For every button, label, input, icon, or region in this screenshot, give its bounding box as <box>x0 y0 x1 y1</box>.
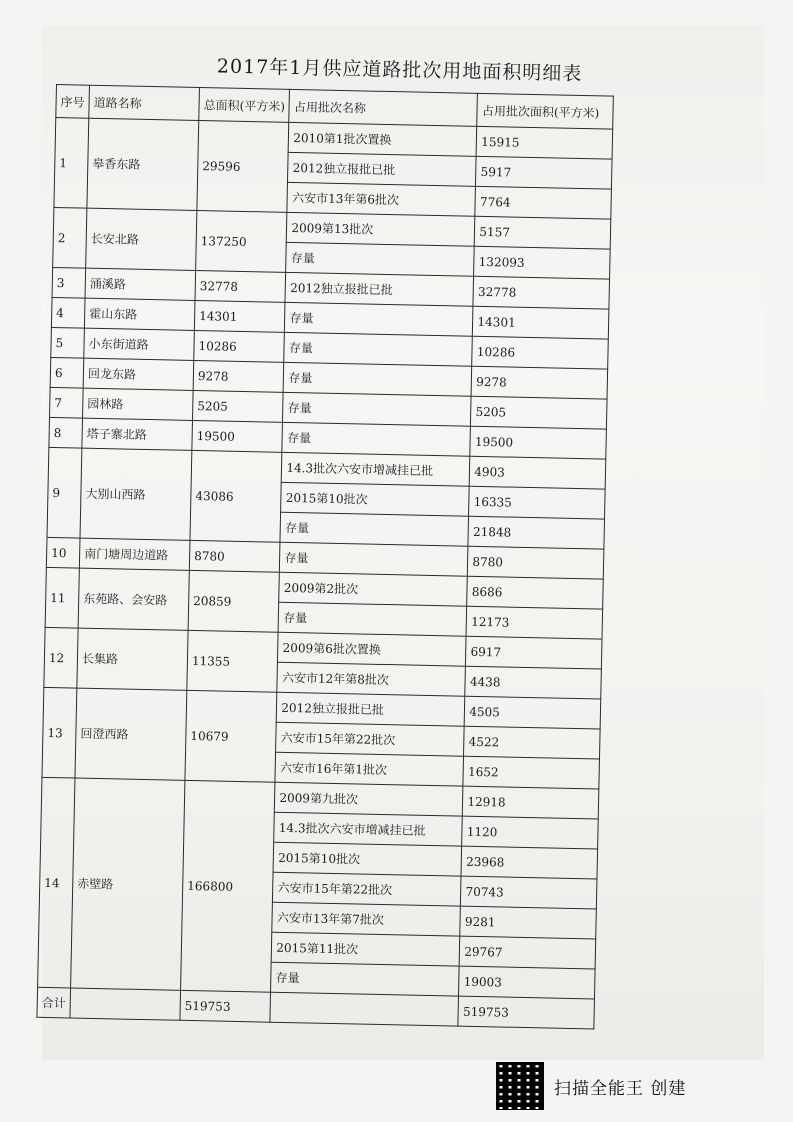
road-total-area: 20859 <box>188 570 280 632</box>
road-name: 园林路 <box>83 388 194 420</box>
header-batch-area: 占用批次面积(平方米) <box>477 93 614 129</box>
batch-name: 六安市12年第8批次 <box>277 662 466 696</box>
batch-area: 5157 <box>475 216 612 249</box>
road-name: 大别山西路 <box>80 448 192 540</box>
page-title: 2017年1月供应道路批次用地面积明细表 <box>216 55 583 86</box>
detail-table <box>36 84 614 1029</box>
road-name: 塔子寨北路 <box>82 418 193 450</box>
batch-area: 9278 <box>471 366 608 399</box>
road-no: 8 <box>49 417 83 448</box>
road-total-area: 8780 <box>189 540 280 572</box>
batch-area: 4438 <box>465 666 602 699</box>
batch-area: 70743 <box>461 876 598 909</box>
batch-area: 4505 <box>465 696 602 729</box>
batch-area: 132093 <box>474 246 611 279</box>
batch-name: 2010第1批次置换 <box>289 122 478 156</box>
road-total-area: 43086 <box>190 450 282 542</box>
batch-name: 六安市15年第22批次 <box>276 722 465 756</box>
batch-area: 9281 <box>460 906 597 939</box>
scanner-watermark <box>496 1062 686 1110</box>
batch-name: 2009第2批次 <box>279 572 468 606</box>
batch-area: 6917 <box>466 636 603 669</box>
batch-name: 2012独立报批已批 <box>285 272 474 306</box>
batch-area: 19500 <box>470 426 607 459</box>
batch-area: 12173 <box>466 606 603 639</box>
road-name: 长集路 <box>77 628 188 690</box>
batch-area: 16335 <box>469 486 606 519</box>
road-total-area: 11355 <box>187 630 279 692</box>
header-batch-name: 占用批次名称 <box>289 89 478 126</box>
road-name: 涌溪路 <box>85 268 196 300</box>
batch-area: 8686 <box>467 576 604 609</box>
batch-name: 存量 <box>284 332 473 366</box>
road-total-area: 137250 <box>196 210 288 272</box>
batch-area: 32778 <box>473 276 610 309</box>
total-label: 合计 <box>37 987 71 1018</box>
batch-name: 六安市15年第22批次 <box>273 872 462 906</box>
batch-name: 存量 <box>280 542 469 576</box>
road-total-area: 19500 <box>192 420 283 452</box>
road-name: 长安北路 <box>86 208 197 270</box>
header-road-name: 道路名称 <box>89 85 200 120</box>
batch-area: 4522 <box>464 726 601 759</box>
road-no: 2 <box>53 207 87 268</box>
table-body <box>37 118 613 1029</box>
road-name: 小东街道路 <box>84 328 195 360</box>
road-name: 东苑路、会安路 <box>78 568 189 630</box>
batch-name: 2009第九批次 <box>275 782 464 816</box>
batch-name: 六安市16年第1批次 <box>275 752 464 786</box>
road-name: 回澄西路 <box>75 688 187 780</box>
road-total-area: 29596 <box>197 120 289 212</box>
batch-name: 14.3批次六安市增减挂已批 <box>282 452 471 486</box>
total-area: 519753 <box>180 990 271 1022</box>
batch-name: 2012独立报批已批 <box>277 692 466 726</box>
batch-name: 存量 <box>282 422 471 456</box>
road-name: 南门塘周边道路 <box>79 538 190 570</box>
road-no: 13 <box>42 687 77 778</box>
batch-name: 存量 <box>285 302 474 336</box>
detail-table-wrapper <box>36 84 614 1029</box>
batch-area: 1652 <box>463 756 600 789</box>
header-total-area: 总面积(平方米) <box>199 88 290 123</box>
batch-name: 存量 <box>283 362 472 396</box>
batch-name: 六安市13年第6批次 <box>287 182 476 216</box>
batch-name: 14.3批次六安市增减挂已批 <box>274 812 463 846</box>
road-total-area: 10679 <box>185 690 277 782</box>
road-no: 11 <box>45 567 79 628</box>
road-no: 9 <box>47 447 82 538</box>
road-total-area: 14301 <box>194 300 285 332</box>
batch-area: 8780 <box>468 546 605 579</box>
total-sum: 519753 <box>458 996 595 1029</box>
batch-area: 5205 <box>471 396 608 429</box>
road-no: 14 <box>38 777 75 988</box>
road-name: 赤壁路 <box>71 778 185 990</box>
road-total-area: 10286 <box>194 330 285 362</box>
batch-area: 15915 <box>476 126 613 159</box>
road-total-area: 5205 <box>192 390 283 422</box>
road-no: 3 <box>52 267 86 298</box>
road-total-area: 166800 <box>181 780 276 992</box>
road-name: 回龙东路 <box>83 358 194 390</box>
road-total-area: 9278 <box>193 360 284 392</box>
batch-area: 19003 <box>459 966 596 999</box>
road-no: 10 <box>46 537 80 568</box>
batch-name: 存量 <box>286 242 475 276</box>
batch-name: 2009第6批次置换 <box>278 632 467 666</box>
road-no: 1 <box>54 118 89 209</box>
total-blank-2 <box>270 992 459 1026</box>
batch-area: 14301 <box>473 306 610 339</box>
total-blank <box>70 988 181 1020</box>
batch-name: 六安市13年第7批次 <box>272 902 461 936</box>
batch-area: 7764 <box>475 186 612 219</box>
batch-area: 23968 <box>461 846 598 879</box>
batch-area: 29767 <box>460 936 597 969</box>
batch-name: 存量 <box>283 392 472 426</box>
batch-name: 2009第13批次 <box>287 212 476 246</box>
header-no: 序号 <box>56 85 90 119</box>
road-no: 7 <box>50 387 84 418</box>
batch-name: 存量 <box>271 962 460 996</box>
batch-area: 12918 <box>463 786 600 819</box>
batch-area: 1120 <box>462 816 599 849</box>
road-name: 霍山东路 <box>84 298 195 330</box>
batch-name: 2015第11批次 <box>272 932 461 966</box>
road-no: 5 <box>51 327 85 358</box>
road-name: 皋香东路 <box>87 118 199 210</box>
road-total-area: 32778 <box>195 270 286 302</box>
qr-code-icon <box>496 1062 544 1110</box>
batch-area: 21848 <box>468 516 605 549</box>
batch-area: 4903 <box>470 456 607 489</box>
batch-name: 存量 <box>278 602 467 636</box>
batch-name: 存量 <box>280 512 469 546</box>
batch-name: 2012独立报批已批 <box>288 152 477 186</box>
batch-area: 5917 <box>476 156 613 189</box>
road-no: 6 <box>50 357 84 388</box>
road-no: 12 <box>44 627 78 688</box>
watermark-text: 扫描全能王 创建 <box>554 1078 687 1099</box>
batch-area: 10286 <box>472 336 609 369</box>
batch-name: 2015第10批次 <box>273 842 462 876</box>
road-no: 4 <box>51 297 85 328</box>
batch-name: 2015第10批次 <box>281 482 470 516</box>
